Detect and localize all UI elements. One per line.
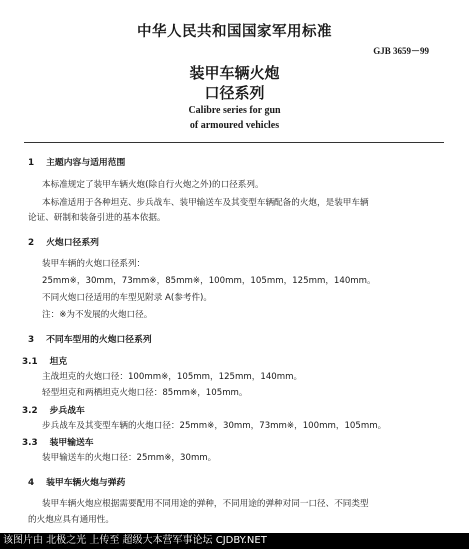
subsection-title: 步兵战车	[49, 406, 85, 416]
title-en-line1: Calibre series for gun	[188, 105, 281, 116]
section-1-heading	[28, 155, 125, 168]
section-title: 不同车型用的火炮口径系列	[46, 335, 152, 345]
title-en-line2: of armoured vehicles	[189, 120, 280, 131]
section-number: 4	[28, 478, 35, 488]
subsection-3-3-heading	[22, 435, 94, 448]
section-title: 主题内容与适用范围	[46, 158, 126, 168]
subsection-number: 3.1	[22, 357, 38, 367]
section-2-line-1: 装甲车辆的火炮口径系列：	[42, 259, 146, 269]
title-zh-line2: 口径系列	[204, 84, 265, 102]
subsection-number: 3.2	[22, 406, 38, 416]
section-2-heading	[28, 235, 99, 248]
section-1-paragraph-2-cont: 论证、研制和装备引进的基本依据。	[28, 213, 166, 223]
section-4-heading	[28, 475, 125, 488]
section-number: 3	[28, 335, 35, 345]
subsection-title: 装甲输送车	[49, 438, 94, 448]
section-title: 火炮口径系列	[46, 238, 99, 248]
watermark-bar: 该图片由 北极之光 上传至 超级大本营军事论坛 CJDBY.NET	[0, 533, 469, 549]
subsection-3-3-line-1: 装甲输送车的火炮口径：25mm※，30mm。	[42, 453, 217, 463]
section-3-heading	[28, 332, 152, 345]
section-4-paragraph-cont: 的火炮应具有通用性。	[28, 515, 114, 525]
section-2-line-2: 25mm※，30mm，73mm※，85mm※，100mm，105mm，125mm，140mm。	[42, 276, 376, 286]
subsection-3-1-line-2: 轻型坦克和两栖坦克火炮口径：85mm※，105mm。	[42, 388, 248, 398]
section-number: 1	[28, 158, 35, 168]
section-2-note: 注：※为不发展的火炮口径。	[42, 310, 153, 320]
standard-code: GJB 3659－99	[373, 46, 429, 56]
section-4-paragraph: 装甲车辆火炮应根据需要配用不同用途的弹种，不同用途的弹种对同一口径、不同类型	[42, 499, 369, 509]
section-1-paragraph-1: 本标准规定了装甲车辆火炮(除自行火炮之外)的口径系列。	[42, 180, 264, 190]
section-number: 2	[28, 238, 35, 248]
standard-header-title: 中华人民共和国国家军用标准	[137, 24, 332, 40]
subsection-title: 坦克	[49, 357, 68, 367]
horizontal-rule	[24, 142, 444, 143]
subsection-3-2-heading	[22, 403, 85, 416]
subsection-3-1-line-1: 主战坦克的火炮口径：100mm※，105mm，125mm，140mm。	[42, 372, 303, 382]
subsection-3-2-line-1: 步兵战车及其变型车辆的火炮口径：25mm※，30mm，73mm※，100mm，105mm。	[42, 421, 387, 431]
section-title: 装甲车辆火炮与弹药	[46, 478, 126, 488]
subsection-3-1-heading	[22, 354, 67, 367]
section-2-line-3: 不同火炮口径适用的车型见附录 A(参考件)。	[42, 293, 213, 303]
section-1-paragraph-2: 本标准适用于各种坦克、步兵战车、装甲输送车及其变型车辆配备的火炮，是装甲车辆	[42, 198, 369, 208]
title-zh-line1: 装甲车辆火炮	[189, 64, 280, 82]
subsection-number: 3.3	[22, 438, 38, 448]
